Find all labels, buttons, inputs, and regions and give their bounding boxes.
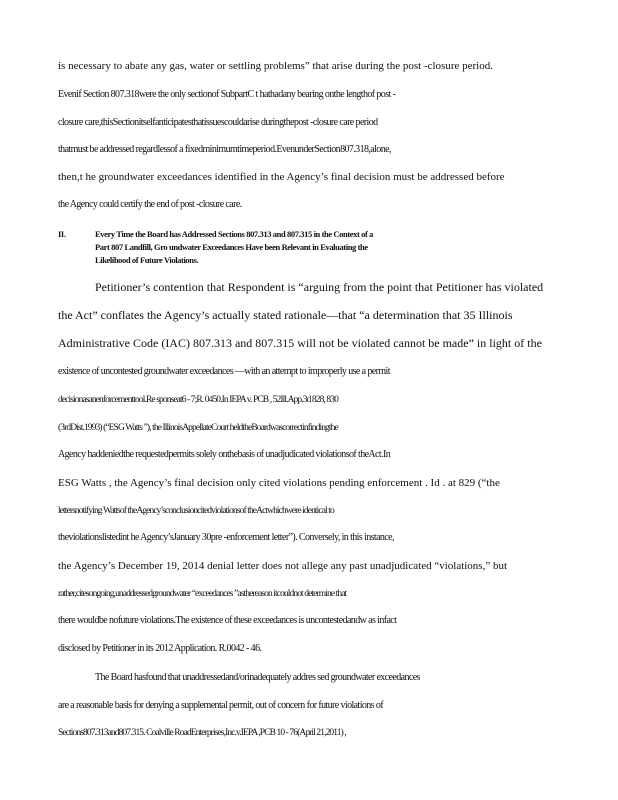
section-heading-line-1: Every Time the Board has Addressed Sections 807.313 and 807.315 in the Context of a	[95, 229, 374, 239]
section-number: II.	[58, 229, 66, 239]
text-line-8: the Act” conflates the Agency’s actually stated rationale—that “a determination that 35 Illinois	[58, 308, 513, 322]
text-line-3: closure care,thisSectionitselfanticipatesthatissuescouldarise duringthepost -closure care period	[58, 117, 378, 128]
text-line-7: Petitioner’s contention that Respondent is “arguing from the point that Petitioner has violated	[95, 280, 544, 294]
text-line-12: (3rdDist.1993) (“ESG Watts ”), the IllinoisAppellateCourt heldtheBoardwascorrectinfindingthe	[58, 423, 338, 433]
text-line-22: are a reasonable basis for denying a supplemental permit, out of concern for future violations of	[58, 700, 384, 711]
text-line-2: Evenif Section 807.318were the only sectionof SubpartC t hathadany bearing onthe lengthof post -	[58, 89, 396, 100]
text-line-10: existence of uncontested groundwater exceedances —with an attempt to improperly use a permit	[58, 366, 390, 377]
text-line-9: Administrative Code (IAC) 807.313 and 807.315 will not be violated cannot be made” in light of the	[58, 336, 542, 350]
text-line-15: lettersnotifying Wattsof theAgency’sconclusioncitedviolationsof theActwhichwere identical to	[58, 506, 334, 516]
section-heading-line-2: Part 807 Landfill, Gro undwater Exceedances Have been Relevant in Evaluating the	[95, 242, 368, 252]
text-line-1: is necessary to abate any gas, water or settling problems” that arise during the post -closure period.	[58, 60, 493, 72]
text-line-5: then,t he groundwater exceedances identified in the Agency’s final decision must be addressed before	[58, 171, 505, 183]
text-line-20: disclosed by Petitioner in its 2012 Application. R.0042 - 46.	[58, 643, 262, 654]
text-line-4: thatmust be addressed regardlessof a fixedminimumtimeperiod.EvenunderSection807.318,alone,	[58, 144, 391, 155]
text-line-6: the Agency could certify the end of post -closure care.	[58, 199, 242, 210]
text-line-14: ESG Watts , the Agency’s final decision only cited violations pending enforcement . Id . at 829 (“the	[58, 477, 500, 489]
text-line-11: decisionasanenforcementtool.Re sponseat6 - 7;R. 0450.In IEPA v. PCB , 52Ill.App.3d 828, 830	[58, 395, 338, 405]
text-line-16: theviolationslistedint he Agency’sJanuary 30pre -enforcement letter”). Conversely, in this instance,	[58, 532, 394, 543]
text-line-17: the Agency’s December 19, 2014 denial letter does not allege any past unadjudicated “violations,” but	[58, 560, 508, 572]
text-line-21: The Board hasfound that unaddressedand/orinadequately addres sed groundwater exceedances	[95, 672, 420, 683]
text-line-23: Sections807.313and807.315. Coalville RoadEnterprises,Inc.v.IEPA ,PCB 10 - 76(April 21,2011) ,	[58, 728, 346, 738]
section-heading-line-3: Likelihood of Future Violations.	[95, 255, 199, 265]
text-line-18: rather,citesongoing,unaddressedgroundwater “exceedances ”asthereason itcouldnot determine that	[58, 589, 347, 599]
text-line-13: Agency haddeniedthe requestedpermits solely onthebasis of unadjudicated violationsof theAct.In	[58, 449, 391, 460]
text-line-19: there wouldbe nofuture violations.The existence of these exceedances is uncontestedandw as infact	[58, 615, 397, 626]
